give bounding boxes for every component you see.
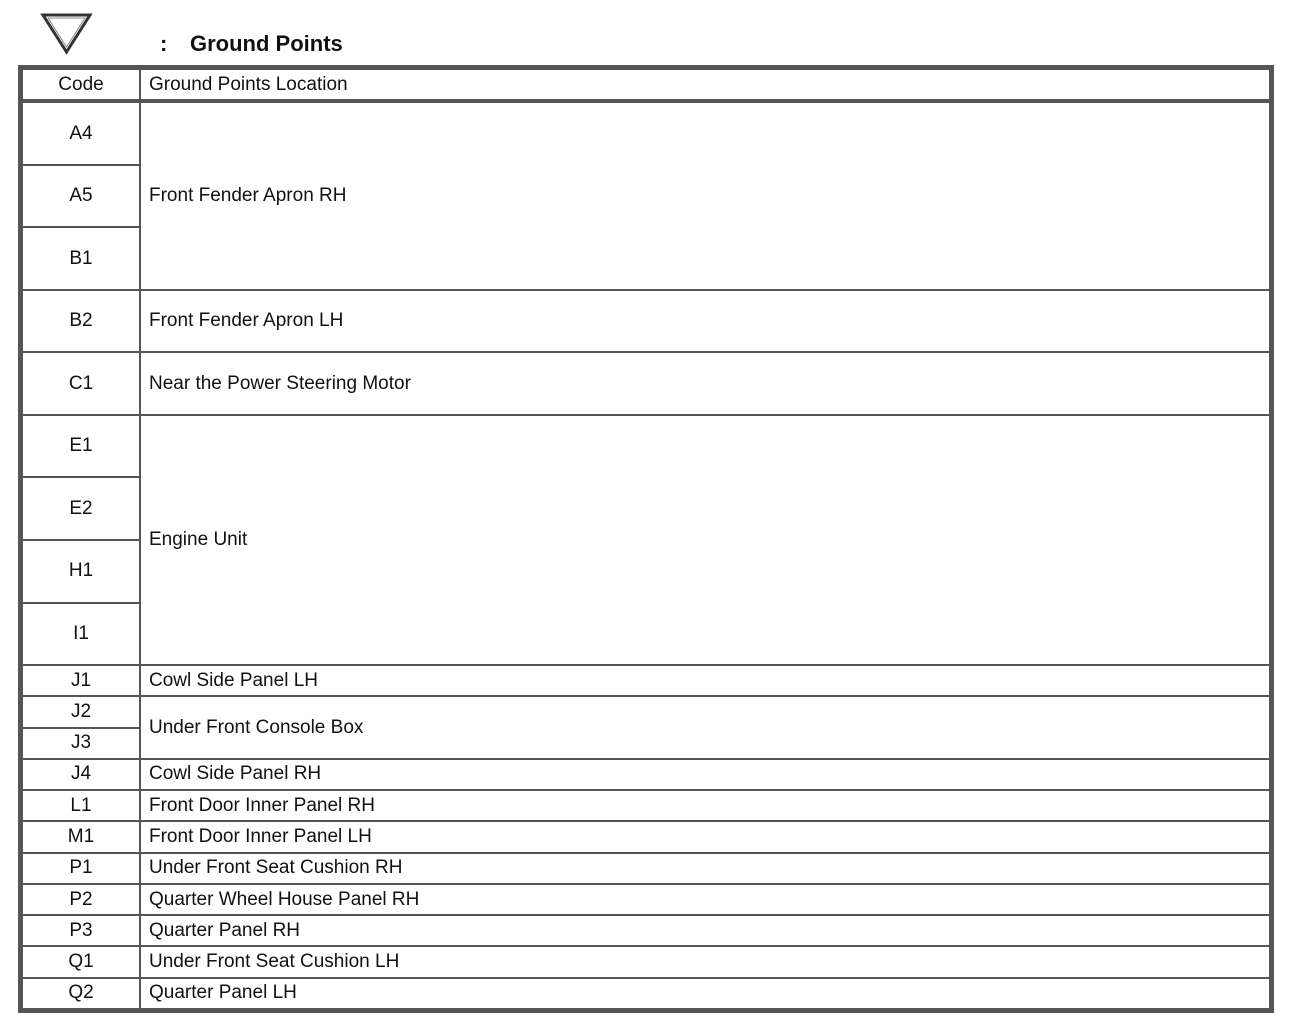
location-cell: Cowl Side Panel RH	[140, 759, 1270, 790]
code-cell: L1	[22, 790, 140, 821]
location-cell: Quarter Panel LH	[140, 978, 1270, 1009]
table-row	[22, 915, 1270, 946]
column-header-code: Code	[22, 69, 140, 101]
location-cell: Under Front Seat Cushion LH	[140, 946, 1270, 977]
table-row	[22, 821, 1270, 852]
location-cell: Engine Unit	[140, 415, 1270, 665]
code-cell: I1	[22, 603, 140, 666]
legend-header	[40, 12, 640, 56]
location-cell: Front Door Inner Panel RH	[140, 790, 1270, 821]
code-cell: H1	[22, 540, 140, 603]
location-cell: Front Fender Apron LH	[140, 290, 1270, 353]
table-row	[22, 415, 1270, 478]
table-row	[22, 352, 1270, 415]
table-row	[22, 696, 1270, 727]
code-cell: P2	[22, 884, 140, 915]
code-cell: J2	[22, 696, 140, 727]
table-header-row	[22, 69, 1270, 101]
code-cell: P1	[22, 853, 140, 884]
table-row	[22, 290, 1270, 353]
location-cell: Near the Power Steering Motor	[140, 352, 1270, 415]
location-cell: Under Front Seat Cushion RH	[140, 853, 1270, 884]
code-cell: J3	[22, 728, 140, 759]
table-row	[22, 759, 1270, 790]
code-cell: E1	[22, 415, 140, 478]
code-cell: A4	[22, 101, 140, 165]
table-row	[22, 853, 1270, 884]
code-cell: E2	[22, 477, 140, 540]
location-cell: Cowl Side Panel LH	[140, 665, 1270, 696]
column-header-location: Ground Points Location	[140, 69, 1270, 101]
location-cell: Front Door Inner Panel LH	[140, 821, 1270, 852]
code-cell: C1	[22, 352, 140, 415]
code-cell: P3	[22, 915, 140, 946]
code-cell: A5	[22, 165, 140, 228]
code-cell: M1	[22, 821, 140, 852]
code-cell: B2	[22, 290, 140, 353]
code-cell: J1	[22, 665, 140, 696]
location-cell: Under Front Console Box	[140, 696, 1270, 759]
code-cell: B1	[22, 227, 140, 290]
code-cell: J4	[22, 759, 140, 790]
page-title: Ground Points	[190, 31, 343, 56]
ground-points-table	[21, 68, 1271, 1010]
header-separator: :	[160, 31, 168, 56]
location-cell: Quarter Wheel House Panel RH	[140, 884, 1270, 915]
table-row	[22, 978, 1270, 1009]
table-row	[22, 884, 1270, 915]
location-cell: Quarter Panel RH	[140, 915, 1270, 946]
ground-points-table-frame	[18, 65, 1274, 1013]
table-row	[22, 946, 1270, 977]
code-cell: Q2	[22, 978, 140, 1009]
table-row	[22, 790, 1270, 821]
table-body	[22, 101, 1270, 1009]
ground-symbol-icon	[40, 12, 96, 56]
table-row	[22, 665, 1270, 696]
table-row	[22, 101, 1270, 165]
location-cell: Front Fender Apron RH	[140, 101, 1270, 290]
code-cell: Q1	[22, 946, 140, 977]
